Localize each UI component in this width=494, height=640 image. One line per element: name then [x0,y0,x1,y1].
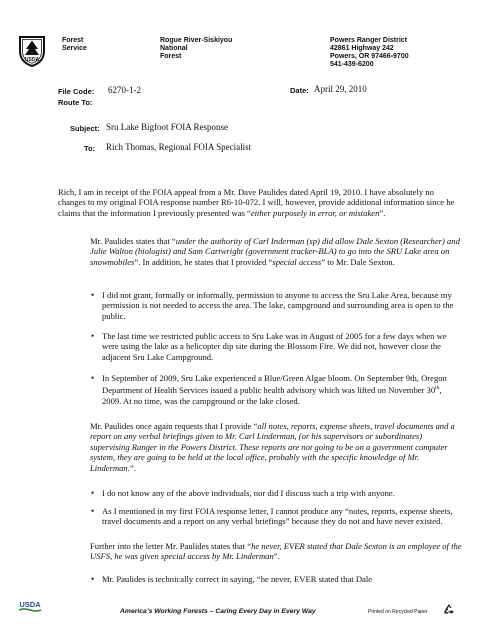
svg-text:USDA: USDA [19,600,41,609]
footer-motto: America’s Working Forests – Caring Every Day in Every Way [120,608,316,615]
bullet-do-not-know: • I do not know any of the above individuals, nor did I discuss such a trip with anyone. [102,488,462,498]
paragraph-employee-claim: Further into the letter Mr. Paulides states that “he never, EVER stated that Dale Sexton is an employee of the USFS, he was given special access by Mr. Linderman”. [90,541,462,562]
district-address: Powers Ranger District 42861 Highway 242 Powers, OR 97466-9700 541-439-6200 [330,37,409,68]
bullet-cannot-produce: • As I mentioned in my first FOIA response letter, I cannot produce any “notes, reports, expense sheets, travel documents and a report on any verbal briefings” because they do not and have never existed. [102,506,462,527]
paragraph-claim-access: Mr. Paulides states that “under the authority of Carl Inderman (sp) did allow Dale Sexton (Researcher) and Julie Walton (biologist) and Sam Cartwright (government tracker-BLA) to go into the SRU Lake area on snowmobiles”. In addition, he states that I provided “special access” to Mr. Dale Sexton. [90,236,460,267]
to-value: Rich Thomas, Regional FOIA Specialist [106,142,252,152]
agency-name: Forest Service [62,37,87,52]
subject-label: Subject: [70,124,100,133]
subject-value: Sru Lake Bigfoot FOIA Response [106,122,228,132]
recycle-icon [443,603,455,615]
recycled-paper-note: Printed on Recycled Paper [368,609,428,615]
date-value: April 29, 2010 [314,84,367,94]
file-code-value: 6270-1-2 [108,85,141,95]
paragraph-records-request: Mr. Paulides once again requests that I provide “all notes, reports, expense sheets, travel documents and a report on any verbal briefings given to Mr. Carl Linderman, (or his supervisors or subordinates) supervising Ranger in the Powers District. These reports are not going to be on a government computer system, they are going to be held at the local office, probably with the specific knowledge of Mr. Linderman.”. [90,421,455,473]
bullet-algae-bloom: • In September of 2009, Sru Lake experienced a Blue/Green Algae bloom. On September 9th, Oregon Department of Health Services issued a public health advisory which was lifted on November 30th, 2009. At no time, was the campground or the lake closed. [102,373,462,406]
to-label: To: [84,144,96,153]
route-to-label: Route To: [58,98,93,107]
usda-logo-icon [18,599,42,613]
forest-name: Rogue River-Siskiyou National Forest [160,37,233,60]
bullet-no-permission: • I did not grant, formally or informally, permission to anyone to access the Sru Lake Area, because my permission is not needed to access the area. The lake, campground and surrounding area is open to the public. [102,290,462,321]
bullet-restricted-access: • The last time we restricted public access to Sru Lake was in August of 2005 for a few days when we were using the lake as a helicopter dip site during the Blossom Fire. We did not, however close the adjacent Sru Lake Campground. [102,331,462,362]
forest-service-shield-logo-icon [18,35,46,67]
date-label: Date: [290,86,309,95]
bullet-technically-correct: • Mr. Paulides is technically correct in saying, “he never, EVER stated that Dale [102,574,462,584]
svg-text:USDA: USDA [24,57,40,63]
paragraph-intro: Rich, I am in receipt of the FOIA appeal from a Mr. Dave Paulides dated April 19, 2010. I have absolutely no changes to my original FOIA response number R6-10-072. I will, however, provide additional information since he claims that the information I previously presented was “either purposely in error, or mistaken”. [58,187,455,218]
file-code-label: File Code: [58,87,95,96]
